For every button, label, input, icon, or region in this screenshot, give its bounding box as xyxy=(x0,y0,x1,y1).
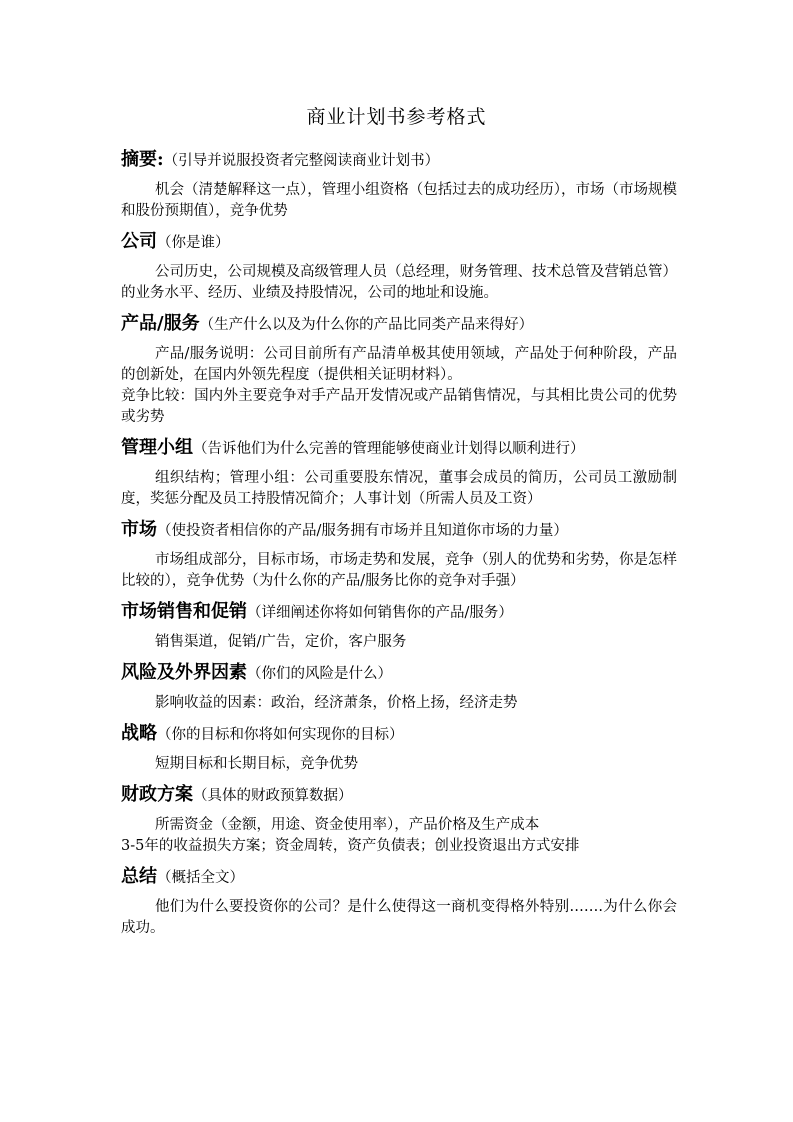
section-heading-label: 产品/服务 xyxy=(121,313,200,334)
section-heading-note: （概括全文） xyxy=(157,870,244,886)
section-paragraph: 组织结构；管理小组：公司重要股东情况，董事会成员的简历，公司员工激励制度，奖惩分配及员工持股情况简介；人事计划（所需人员及工资） xyxy=(121,470,677,507)
section-heading xyxy=(121,598,677,626)
section-heading-note: （使投资者相信你的产品/服务拥有市场并且知道你市场的力量） xyxy=(157,523,568,539)
section-body xyxy=(121,262,677,304)
section-heading-note: （你是谁） xyxy=(157,235,230,251)
section-heading-label: 总结 xyxy=(121,866,157,887)
section-paragraph: 销售渠道，促销/广告，定价，客户服务 xyxy=(155,634,407,650)
section-heading-label: 市场销售和促销 xyxy=(121,601,247,622)
section-heading-label: 管理小组 xyxy=(121,437,193,458)
section-heading xyxy=(121,228,677,256)
section-heading xyxy=(121,146,677,174)
section-heading-note: （详细阐述你将如何销售你的产品/服务） xyxy=(247,605,513,621)
section-paragraph: 短期目标和长期目标，竞争优势 xyxy=(155,756,358,772)
section-paragraph: 市场组成部分，目标市场，市场走势和发展，竞争（别人的优势和劣势，你是怎样比较的），竞争优势（为什么你的产品/服务比你的竞争对手强） xyxy=(121,552,677,589)
section-paragraph: 他们为什么要投资你的公司？是什么使得这一商机变得格外特别…….为什么你会成功。 xyxy=(121,899,677,936)
section-body xyxy=(121,897,677,939)
section-heading-label: 市场 xyxy=(121,519,157,540)
section-paragraph: 竞争比较：国内外主要竞争对手产品开发情况或产品销售情况，与其相比贵公司的优势或劣势 xyxy=(121,388,677,425)
section-body xyxy=(121,693,677,714)
section-heading xyxy=(121,310,677,338)
document-body xyxy=(121,146,677,945)
section-heading-note: （具体的财政预算数据） xyxy=(193,788,353,804)
section-heading-label: 战略 xyxy=(121,723,157,744)
section-paragraph: 3-5年的收益损失方案；资金周转，资产负债表；创业投资退出方式安排 xyxy=(121,838,580,854)
section-heading-label: 风险及外界因素 xyxy=(121,662,247,683)
section-paragraph: 机会（清楚解释这一点），管理小组资格（包括过去的成功经历），市场（市场规模和股份预期值），竞争优势 xyxy=(121,182,677,219)
section-paragraph: 所需资金（金额，用途、资金使用率），产品价格及生产成本 xyxy=(155,817,540,833)
section-heading xyxy=(121,720,677,748)
section-heading-label: 摘要: xyxy=(121,149,164,170)
section-heading xyxy=(121,434,677,462)
section-heading-note: （告诉他们为什么完善的管理能够使商业计划得以顺利进行） xyxy=(193,441,585,457)
section-heading-note: （生产什么以及为什么你的产品比同类产品来得好） xyxy=(199,317,534,333)
section-body xyxy=(121,815,677,857)
section-body xyxy=(121,754,677,775)
section-heading-label: 公司 xyxy=(121,231,157,252)
section-paragraph: 影响收益的因素：政治，经济萧条，价格上扬，经济走势 xyxy=(155,695,518,711)
section-heading-note: （你们的风险是什么） xyxy=(247,666,392,682)
section-paragraph: 产品/服务说明：公司目前所有产品清单极其使用领域，产品处于何种阶段，产品的创新处，在国内外领先程度（提供相关证明材料）。 xyxy=(121,346,677,383)
section-heading-note: （引导并说服投资者完整阅读商业计划书） xyxy=(163,153,440,169)
section-heading-label: 财政方案 xyxy=(121,784,193,805)
section-body xyxy=(121,180,677,222)
section-heading-note: （你的目标和你将如何实现你的目标） xyxy=(157,727,404,743)
section-body xyxy=(121,632,677,653)
section-heading xyxy=(121,659,677,687)
section-paragraph: 公司历史，公司规模及高级管理人员（总经理，财务管理、技术总管及营销总管）的业务水平、经历、业绩及持股情况，公司的地址和设施。 xyxy=(121,264,677,301)
section-body xyxy=(121,468,677,510)
section-heading xyxy=(121,863,677,891)
section-body xyxy=(121,550,677,592)
section-heading xyxy=(121,516,677,544)
section-body xyxy=(121,344,677,428)
document-title: 商业计划书参考格式 xyxy=(306,106,487,128)
section-heading xyxy=(121,781,677,809)
